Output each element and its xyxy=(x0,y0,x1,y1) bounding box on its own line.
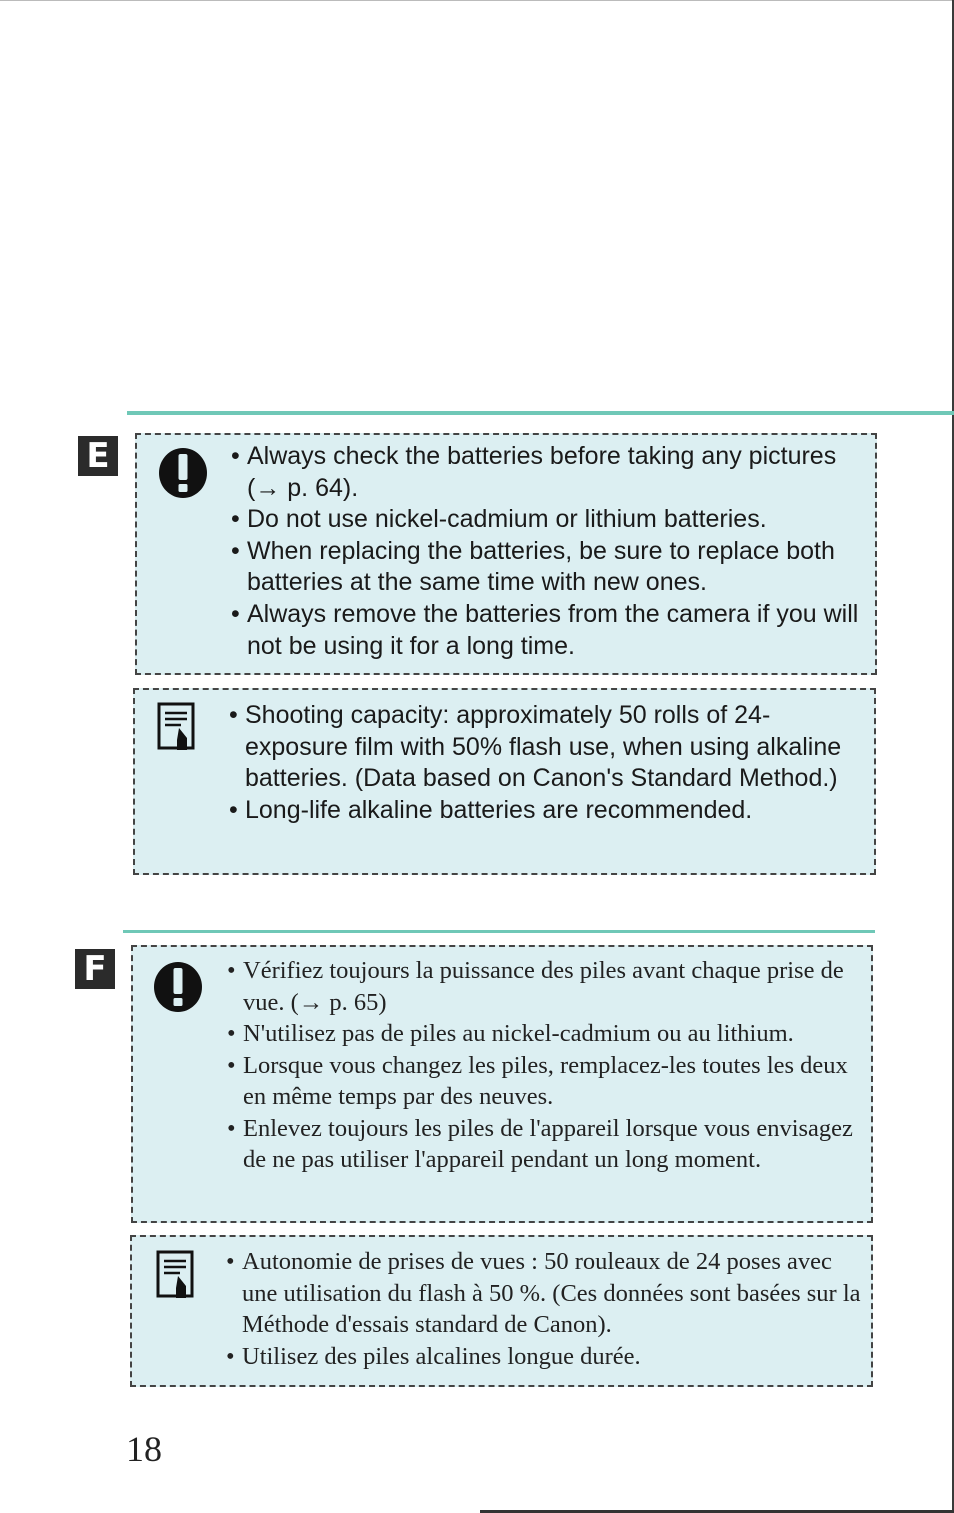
list-item: • Enlevez toujours les piles de l'appareil lorsque vous envisagez de ne pas utiliser l'appareil pendant un long moment. xyxy=(227,1113,867,1176)
page-top-edge xyxy=(0,0,954,1)
french-language-tab: F xyxy=(75,949,115,989)
list-item: • Long-life alkaline batteries are recommended. xyxy=(229,795,871,827)
list-item: • Utilisez des piles alcalines longue durée. xyxy=(226,1341,866,1373)
page-number: 18 xyxy=(126,1429,162,1469)
french-caution-box xyxy=(131,945,873,1223)
list-item: • Always check the batteries before taking any pictures (→ p. 64). xyxy=(231,441,871,504)
list-item: • Do not use nickel-cadmium or lithium batteries. xyxy=(231,504,871,536)
list-item: • Shooting capacity: approximately 50 rolls of 24-exposure film with 50% flash use, when using alkaline batteries. (Data based on Canon's Standard Method.) xyxy=(229,700,871,795)
list-item: • Vérifiez toujours la puissance des piles avant chaque prise de vue. (→ p. 65) xyxy=(227,955,867,1018)
english-memo-box xyxy=(133,688,876,875)
english-section-rule xyxy=(127,411,954,415)
french-section-rule xyxy=(123,930,875,933)
french-memo-box xyxy=(130,1235,873,1387)
english-caution-box xyxy=(135,433,877,675)
list-item: • Autonomie de prises de vues : 50 rouleaux de 24 poses avec une utilisation du flash à 50 %. (Ces données sont basées sur la Méthode d'essais standard de Canon). xyxy=(226,1246,866,1341)
list-item: • Lorsque vous changez les piles, remplacez-les toutes les deux en même temps par des neuves. xyxy=(227,1050,867,1113)
english-language-tab: E xyxy=(78,436,118,476)
memo-icon xyxy=(156,1250,196,1305)
list-item: • When replacing the batteries, be sure to replace both batteries at the same time with new ones. xyxy=(231,536,871,599)
caution-icon xyxy=(158,447,208,504)
caution-icon xyxy=(153,961,203,1018)
list-item: • Always remove the batteries from the camera if you will not be using it for a long time. xyxy=(231,599,871,662)
memo-icon xyxy=(157,702,197,757)
list-item: • N'utilisez pas de piles au nickel-cadmium ou au lithium. xyxy=(227,1018,867,1050)
